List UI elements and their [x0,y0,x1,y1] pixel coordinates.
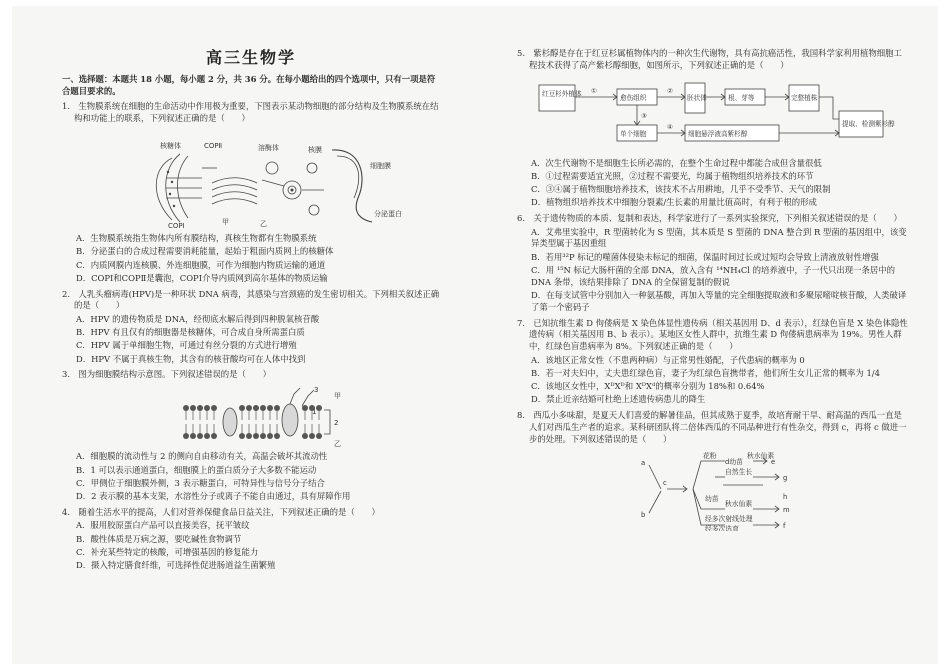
fig5-step-2: ② [667,86,673,95]
option: C．③④属于植物细胞培养技术，该技术不占用耕地，几乎不受季节、天气的限制 [531,184,831,195]
lipid-head [197,405,203,411]
fig5-step-1: ① [591,86,597,95]
lipid-head [267,433,273,439]
right-column [517,44,909,534]
question-2 [62,289,440,366]
fig5-node-embryo: 胚状体 [687,93,707,102]
option: C．该地区女性中，XᴰXᴰ和 XᴰXᵈ的概率分别为 18%和 0.64% [531,381,765,392]
fig1-label-membrane: 细胞膜 [370,161,391,170]
lipid-head [197,433,203,439]
left-column [62,6,440,572]
option: B．分泌蛋白的合成过程需要消耗能量，起始于粗面内质网上的核糖体 [76,246,334,257]
fig5-step-4: ④ [667,122,673,131]
option: B．若用³²P 标记的噬菌体侵染未标记的细菌，保温时间过长或过短均会导致上清液放射性增强 [531,251,879,262]
lipid-head [190,433,196,439]
question-stem: 6. 关于遗传物质的本质、复制和表达，科学家进行了一系列实验探究，下列相关叙述错误的是（ ） [517,213,902,224]
lipid-head [246,433,252,439]
question-3 [62,369,440,502]
fig5-node-plant: 完整植株 [791,93,818,102]
option: B．1 可以表示通道蛋白，细胞膜上的蛋白质分子大多数不能运动 [76,464,317,475]
fig1-label-nucleus: 核膜 [308,145,322,154]
taxol-flow-figure [517,75,909,155]
lipid-head [260,433,266,439]
question-stem: 4. 随着生活水平的提高，人们对营养保健食品日益关注，下列叙述正确的是（ ） [62,506,380,517]
fig1-label-golgi: 甲 [222,217,229,226]
lipid-head [267,405,273,411]
fig1-label-er: 乙 [260,219,267,228]
option: B．若一对夫妇中，丈夫患红绿色盲，妻子为红绿色盲携带者，他们所生女儿正常的概率为 1/4 [531,367,880,378]
lipid-head [239,433,245,439]
lipid-head [274,405,280,411]
fig5-node-shoot: 根、芽等 [728,93,755,102]
lipid-head [302,405,308,411]
option: A．该地区正常女性（不患两种病）与正常男性婚配，子代患病的概率为 0 [531,354,805,365]
fig8-label-e: e [771,457,776,466]
question-6 [517,213,909,313]
option: C．补充某些特定的核酸，可增强基因的修复能力 [76,546,259,557]
lipid-head [239,405,245,411]
option: C．内质网膜内连核膜、外连细胞膜，可作为细胞内物质运输的通道 [76,259,326,270]
fig3-label-2: 2 [334,419,339,428]
option: A．次生代谢物不是细胞生长所必需的，在整个生命过程中都能合成但含量很低 [531,157,822,168]
fig1-label-cop1: COPⅠ [168,221,185,230]
fig8-label-colch2: 秋水仙素 [725,499,753,508]
option: D．植物组织培养技术中细胞分裂素/生长素的用量比值高时，有利于根的形成 [531,197,817,208]
fig8-label-g: g [783,473,788,482]
fig8-label-b: b [641,510,646,519]
question-stem: 8. 西瓜小多味甜，是夏天人们喜爱的解暑佳品，但其成熟于夏季，故培育耐干旱、耐高温的西瓜一直是人们对西瓜生产者的追求。某科研团队将二倍体西瓜的不同品种进行有性杂交，得到 c，再将 c 做进一步的处理。下列叙述错误的是（ ） [517,410,907,444]
fig8-label-treat1: d幼苗 [725,457,743,466]
option: B．①过程需要适宜光照，②过程不需要光，均属于植物组织培养技术的环节 [531,170,814,181]
option: D．禁止近亲结婚可杜绝上述遗传病患儿的降生 [531,394,706,405]
option: D．摄入特定膳食纤维，可选择性促进肠道益生菌繁殖 [76,560,276,571]
fig3-label-b: 乙 [334,440,341,449]
watermelon-breeding-figure [517,449,909,531]
fig1-label-cop2: COPⅡ [204,141,223,150]
option: A．HPV 的遗传物质是 DNA，经彻底水解后得到四种脱氧核苷酸 [76,313,320,324]
section-heading: 一、选择题：本题共 18 小题，每小题 2 分，共 36 分。在每小题给出的四个选项中，只有一项是符合题目要求的。 [62,73,436,96]
question-4 [62,507,440,572]
lipid-head [190,405,196,411]
fig8-label-f: f [783,521,786,530]
fig3-label-1: 1 [312,408,317,417]
lipid-head [246,405,252,411]
lipid-head [316,433,322,439]
option: B．酸性体质是万病之源，要吃碱性食物调节 [76,533,242,544]
fig3-label-a: 甲 [334,392,341,401]
fig5-node-source: 红豆杉外植体 [542,89,582,98]
fig1-label-vesicle: 溶酶体 [258,143,279,152]
lipid-head [302,433,308,439]
option: B．HPV 有且仅有的细胞器是核糖体，可合成自身所需蛋白质 [76,327,305,338]
fig5-node-culture: 细胞悬浮液高紫杉醇 [688,129,748,138]
lipid-head [253,433,259,439]
question-7 [517,318,909,407]
fig3-label-3: 3 [314,386,319,395]
option: A．细胞膜的流动性与 2 的侧向自由移动有关，高温会破坏其流动性 [76,451,328,462]
option: C．甲侧位于细胞膜外侧，3 表示糖蛋白，可特异性与信号分子结合 [76,477,325,488]
membrane-figure [62,384,440,448]
fig8-label-self: 自然生长 [725,467,753,476]
option: A．艾弗里实验中，R 型菌转化为 S 型菌，其本质是 S 型菌的 DNA 整合到 R 型菌的基因组中，该变异类型属于基因重组 [531,226,907,249]
option: D．2 表示膜的基本支架，水溶性分子或离子不能自由通过，具有屏障作用 [76,491,351,502]
lipid-head [253,405,259,411]
lipid-head [211,433,217,439]
fig8-label-radiation: 经多次射线处理 [705,514,753,523]
option: D．HPV 不属于真核生物，其含有的核苷酸均可在人体中找到 [76,353,306,364]
phospholipid-bilayer [183,405,322,439]
lipid-head [316,405,322,411]
lipid-head [260,405,266,411]
question-stem: 7. 已知抗维生素 D 佝偻病是 X 染色体显性遗传病（相关基因用 D、d 表示），红绿色盲是 X 染色体隐性遗传病（相关基因用 B、b 表示）。某地区女性人群中，抗维生素 D 佝偻病患病率为 19%。男性人群中，红绿色盲患病率为 8%。下列叙述正确的是（ ） [517,317,908,352]
question-stem: 3. 图为细胞膜结构示意图。下列叙述错误的是（ ） [62,369,271,380]
fig8-label-a: a [641,458,646,467]
fig1-label-enzyme: 分泌蛋白 [374,209,402,218]
cell-structure-figure [62,128,440,230]
lipid-head [204,405,210,411]
lipid-head [183,405,189,411]
option: C．用 ¹⁵N 标记大肠杆菌的全部 DNA，放入含有 ¹⁴NH₄Cl 的培养液中，子一代只出现一条居中的 DNA 条带，该结果排除了 DNA 的全保留复制的假说 [531,264,896,287]
question-stem: 2. 人乳头瘤病毒(HPV)是一种环状 DNA 病毒，其感染与宫颈癌的发生密切相关。下列相关叙述正确的是（ ） [62,288,440,311]
lipid-head [309,433,315,439]
fig1-label-ribosome: 核糖体 [160,141,181,150]
lipid-head [183,433,189,439]
fig8-label-flower: 花粉 [703,451,717,460]
fig8-label-colch1: 秋水仙素 [747,451,775,460]
question-1 [62,101,440,284]
question-5 [517,48,909,209]
question-8 [517,410,909,530]
fig5-step-3: ③ [641,111,647,120]
lipid-head [211,405,217,411]
page-title: 高三生物学 [205,48,296,67]
question-stem: 5. 紫杉醇是存在于红豆杉属植物体内的一种次生代谢物，具有高抗癌活性，我国科学家利用植物细胞工程技术获得了高产紫杉醇细胞，如图所示，下列叙述正确的是（ ） [517,48,902,70]
fig5-node-single: 单个细胞 [620,129,647,138]
option: A．服用胶原蛋白产品可以直接美容，抚平皱纹 [76,520,250,531]
option: D．COPⅠ和COPⅡ是囊泡，COPⅠ介导内质网到高尔基体的物质运输 [76,272,328,283]
exam-page [12,6,938,664]
fig5-node-callus: 愈伤组织 [620,93,647,102]
option: A．生物膜系统指生物体内所有膜结构，真核生物都有生物膜系统 [76,232,317,243]
fig8-label-h: h [783,492,788,501]
fig5-node-extract: 提取、检测紫杉醇 [842,119,895,128]
question-stem: 1. 生物膜系统在细胞的生命活动中作用极为重要，下图表示某动物细胞的部分结构及生物膜系统在结构和功能上的联系，下列叙述正确的是（ ） [62,101,439,124]
fig8-label-c: c [663,478,667,487]
lipid-head [274,433,280,439]
fig8-label-seedling: 幼苗 [705,494,719,503]
option: D．在每支试管中分别加入一种氨基酸，再加入等量的完全细胞提取液和多聚尿嘧啶核苷酸，人类破译了第一个密码子 [531,290,907,312]
lipid-head [204,433,210,439]
option: C．HPV 属于单细胞生物，可通过有丝分裂的方式进行增殖 [76,340,297,351]
fig8-label-multigen: 经多次选育 [705,524,739,531]
fig8-label-m: m [783,505,790,514]
